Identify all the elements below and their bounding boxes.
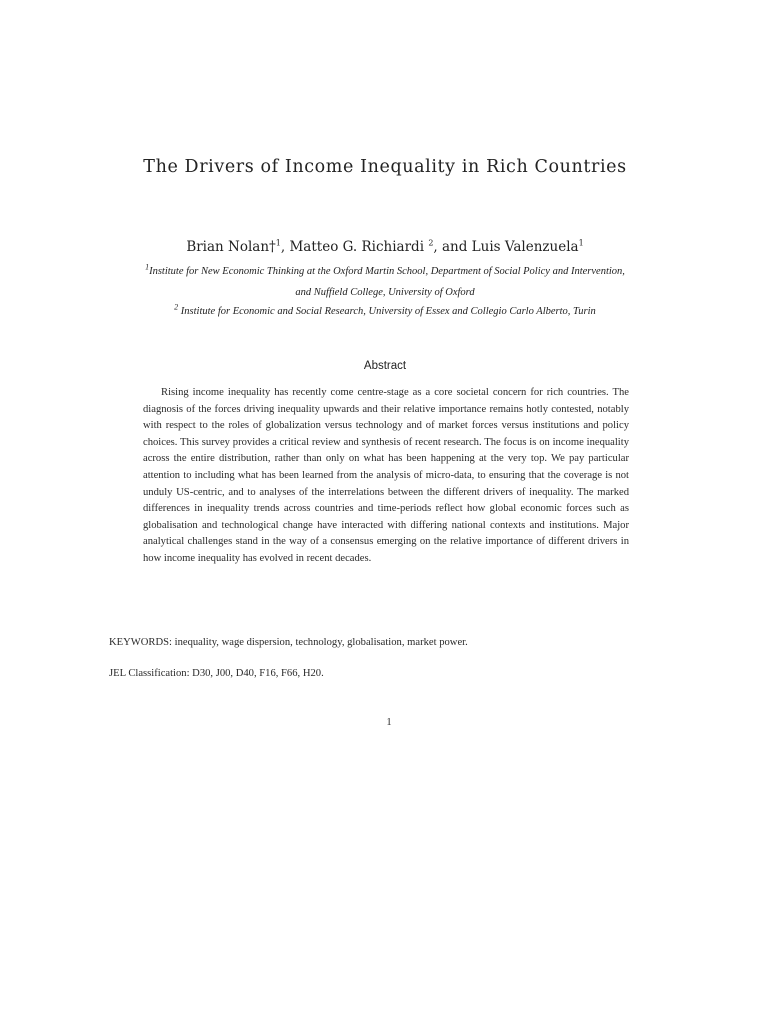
affiliation-mark: 1 [145,262,150,272]
affiliation-1 [0,262,770,277]
abstract-heading: Abstract [363,360,407,372]
author-separator: , and [433,239,472,255]
author-separator: , [280,239,290,255]
author-name: Luis Valenzuela [471,239,579,255]
author-name: Brian Nolan† [186,239,276,255]
affiliation-2 [0,302,770,317]
author-affiliation-mark: 1 [275,238,281,248]
author-name: Matteo G. Richiardi [289,239,429,255]
affiliation-text: Institute for New Economic Thinking at the Oxford Martin School, Department of Social Policy and Intervention, [149,266,625,277]
affiliation-mark: 2 [174,302,179,312]
affiliation-text: and Nuffield College, University of Oxford [295,287,475,298]
author-list [0,239,770,255]
page-number: 1 [386,717,392,728]
affiliation-text: Institute for Economic and Social Research, University of Essex and Collegio Carlo Alberto, Turin [178,306,596,317]
author-affiliation-mark: 2 [428,238,434,248]
paper-title: The Drivers of Income Inequality in Rich Countries [143,157,627,177]
abstract-text: Rising income inequality has recently come centre-stage as a core societal concern for rich countries. The diagnosis of the forces driving inequality upwards and their relative importance remains hotly contested, notably with respect to the roles of globalization versus technology and of market forces versus institutions and policy choices. This survey provides a critical review and synthesis of recent research. The focus is on income inequality across the entire distribution, rather than only on what has been happening at the very top. We pay particular attention to including what has been learned from the analysis of micro-data, to ensuring that the coverage is not unduly US-centric, and to analyses of the interrelations between the different drivers of inequality. The marked differences in inequality trends across countries and time-periods reflect how global economic forces such as globalisation and technological change have interacted with differing national contexts and institutions. Major analytical challenges stand in the way of a consensus emerging on the relative importance of different drivers in how income inequality has evolved in recent decades. [143,387,629,564]
affiliation-1-continued [0,287,770,298]
jel-classification: JEL Classification: D30, J00, D40, F16, F66, H20. [109,668,324,679]
author-affiliation-mark: 1 [578,238,584,248]
keywords-line: KEYWORDS: inequality, wage dispersion, technology, globalisation, market power. [109,637,468,648]
